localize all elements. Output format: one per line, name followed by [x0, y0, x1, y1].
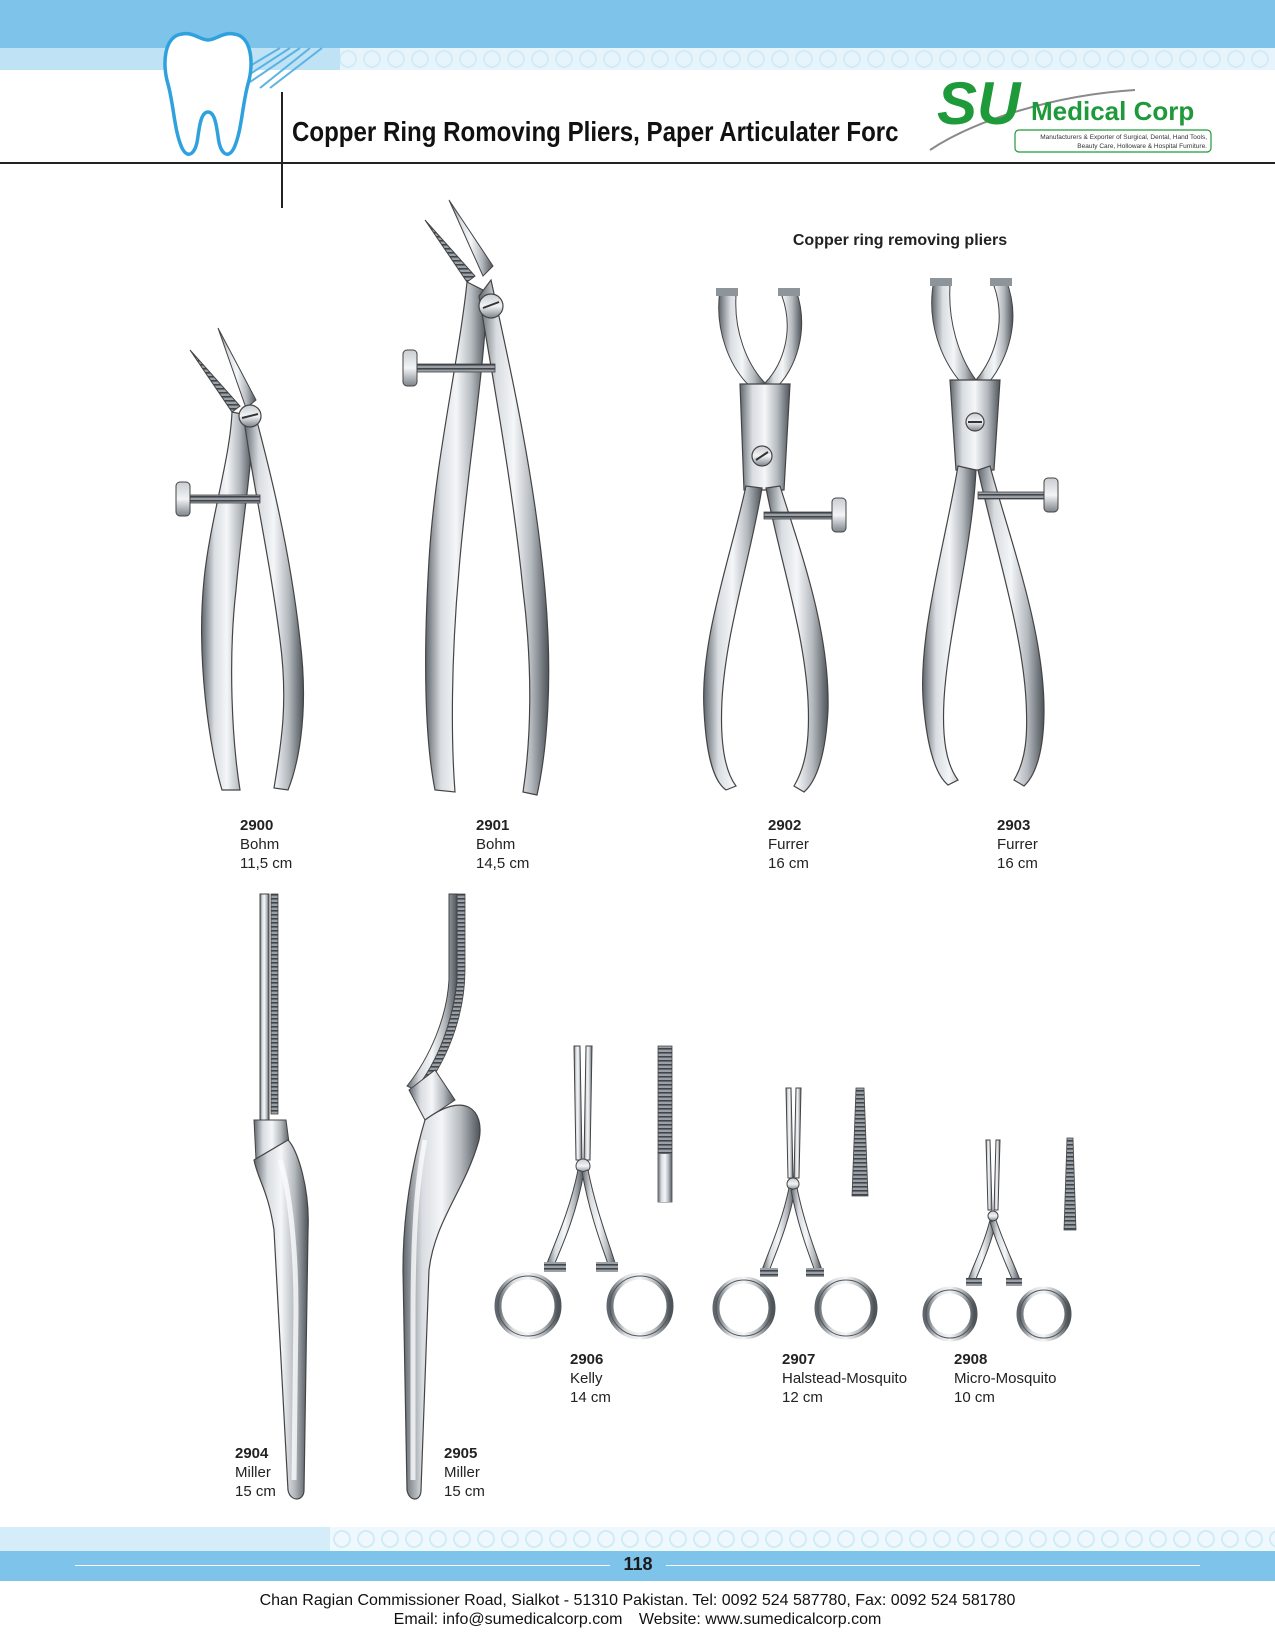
product-size: 15 cm — [235, 1483, 276, 1500]
product-caption-2908 — [954, 1350, 1057, 1407]
product-caption-2904 — [235, 1444, 276, 1501]
product-size: 11,5 cm — [240, 855, 293, 872]
footer-address: Chan Ragian Commissioner Road, Sialkot - 51310 Pakistan. Tel: 0092 524 587780, Fax: 0092 524 581780 — [259, 1592, 1016, 1609]
product-code: 2907 — [782, 1351, 816, 1368]
product-name: Kelly — [570, 1370, 603, 1387]
product-caption-2900 — [240, 816, 292, 873]
jaw-detail-2907-image — [850, 1086, 870, 1198]
page-number: 118 — [610, 1554, 666, 1578]
product-size: 14,5 cm — [476, 855, 530, 872]
company-logo — [935, 50, 1235, 160]
product-size: 12 cm — [782, 1389, 823, 1406]
product-name: Miller — [235, 1464, 271, 1481]
logo-tagline-1: Manufacturers & Exporter of Surgical, Dental, Hand Tools, — [1040, 134, 1207, 141]
product-code: 2906 — [570, 1351, 604, 1368]
product-size: 16 cm — [768, 855, 809, 872]
instrument-2901-image — [395, 200, 595, 800]
logo-name: Medical Corp — [1031, 96, 1195, 126]
footer-email: Email: info@sumedicalcorp.com — [393, 1611, 623, 1628]
jaw-detail-2906-image — [656, 1044, 674, 1204]
product-code: 2904 — [235, 1445, 269, 1462]
product-code: 2903 — [997, 817, 1031, 834]
product-caption-2905 — [444, 1444, 485, 1501]
product-size: 15 cm — [444, 1483, 485, 1500]
instrument-2900-image — [170, 320, 330, 800]
logo-tagline-2: Beauty Care, Holloware & Hospital Furniture. — [1077, 143, 1207, 150]
product-size: 10 cm — [954, 1389, 995, 1406]
product-name: Bohm — [476, 836, 516, 853]
product-size: 16 cm — [997, 855, 1038, 872]
product-code: 2902 — [768, 817, 802, 834]
product-name: Halstead-Mosquito — [782, 1370, 908, 1387]
logo-mark: SU — [937, 70, 1021, 137]
product-caption-2902 — [768, 816, 809, 873]
product-name: Furrer — [768, 836, 809, 853]
header-stripes — [250, 48, 345, 88]
product-name: Furrer — [997, 836, 1038, 853]
tooth-icon — [160, 26, 256, 158]
product-caption-2906 — [570, 1350, 611, 1407]
footer-website: Website: www.sumedicalcorp.com — [638, 1611, 882, 1628]
section-heading: Copper ring removing pliers — [792, 232, 1008, 249]
product-name: Miller — [444, 1464, 480, 1481]
instrument-2905-image — [395, 890, 495, 1505]
title-vertical-rule — [281, 92, 283, 208]
instrument-2903-image — [920, 270, 1100, 800]
title-rule — [0, 162, 1275, 164]
product-code: 2901 — [476, 817, 510, 834]
product-caption-2907 — [782, 1350, 907, 1407]
product-name: Bohm — [240, 836, 280, 853]
product-code: 2900 — [240, 817, 274, 834]
product-code: 2908 — [954, 1351, 988, 1368]
product-code: 2905 — [444, 1445, 478, 1462]
footer-pattern-circles — [330, 1527, 1275, 1551]
instrument-2902-image — [700, 280, 880, 800]
product-caption-2901 — [476, 816, 529, 873]
page-title: Copper Ring Romoving Pliers, Paper Articulater Forc — [292, 116, 899, 147]
jaw-detail-2908-image — [1062, 1136, 1078, 1232]
product-caption-2903 — [997, 816, 1038, 873]
product-size: 14 cm — [570, 1389, 611, 1406]
footer-contact — [0, 1611, 1275, 1629]
product-name: Micro-Mosquito — [954, 1370, 1057, 1387]
instrument-2904-image — [250, 890, 330, 1505]
